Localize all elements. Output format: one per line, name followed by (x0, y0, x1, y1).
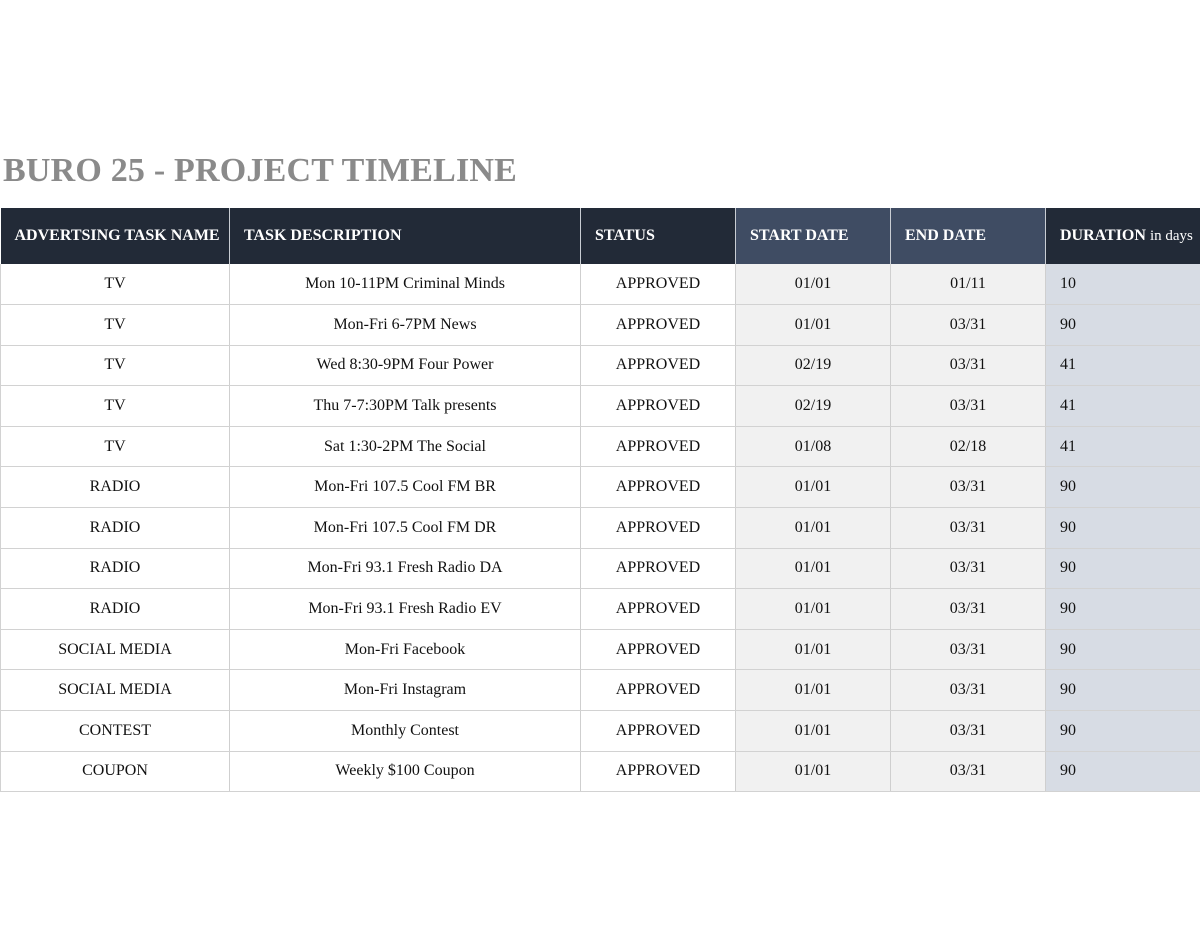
start-date-cell: 01/01 (736, 467, 891, 508)
end-date-cell: 02/18 (891, 426, 1046, 467)
task-name-cell: TV (1, 264, 230, 305)
table-row (1, 345, 1200, 386)
task-name-cell: SOCIAL MEDIA (1, 629, 230, 670)
status-cell: APPROVED (581, 264, 736, 305)
task-description-cell: Mon-Fri 6-7PM News (230, 305, 581, 346)
task-name-cell: COUPON (1, 751, 230, 792)
status-cell: APPROVED (581, 629, 736, 670)
task-name-cell: TV (1, 305, 230, 346)
task-name-cell: TV (1, 386, 230, 427)
duration-cell: 41 (1046, 426, 1200, 467)
task-name-cell: RADIO (1, 467, 230, 508)
end-date-cell: 03/31 (891, 670, 1046, 711)
start-date-cell: 01/01 (736, 751, 891, 792)
header-duration (1046, 208, 1200, 264)
end-date-cell: 03/31 (891, 629, 1046, 670)
table-row (1, 467, 1200, 508)
status-cell: APPROVED (581, 751, 736, 792)
header-duration-label: DURATION (1060, 227, 1146, 244)
task-name-cell: RADIO (1, 548, 230, 589)
end-date-cell: 03/31 (891, 548, 1046, 589)
end-date-cell: 01/11 (891, 264, 1046, 305)
duration-cell: 90 (1046, 751, 1200, 792)
start-date-cell: 01/01 (736, 264, 891, 305)
duration-cell: 90 (1046, 467, 1200, 508)
start-date-cell: 02/19 (736, 386, 891, 427)
duration-cell: 90 (1046, 711, 1200, 752)
table-row (1, 508, 1200, 549)
task-description-cell: Wed 8:30-9PM Four Power (230, 345, 581, 386)
duration-cell: 90 (1046, 670, 1200, 711)
end-date-cell: 03/31 (891, 386, 1046, 427)
end-date-cell: 03/31 (891, 305, 1046, 346)
status-cell: APPROVED (581, 670, 736, 711)
task-name-cell: CONTEST (1, 711, 230, 752)
end-date-cell: 03/31 (891, 508, 1046, 549)
status-cell: APPROVED (581, 345, 736, 386)
task-description-cell: Mon 10-11PM Criminal Minds (230, 264, 581, 305)
table-row (1, 751, 1200, 792)
status-cell: APPROVED (581, 467, 736, 508)
task-name-cell: SOCIAL MEDIA (1, 670, 230, 711)
end-date-cell: 03/31 (891, 711, 1046, 752)
start-date-cell: 01/01 (736, 711, 891, 752)
status-cell: APPROVED (581, 548, 736, 589)
task-description-cell: Mon-Fri 93.1 Fresh Radio EV (230, 589, 581, 630)
status-cell: APPROVED (581, 426, 736, 467)
task-name-cell: RADIO (1, 589, 230, 630)
task-name-cell: TV (1, 426, 230, 467)
start-date-cell: 02/19 (736, 345, 891, 386)
task-description-cell: Monthly Contest (230, 711, 581, 752)
table-row (1, 711, 1200, 752)
duration-cell: 90 (1046, 629, 1200, 670)
start-date-cell: 01/01 (736, 670, 891, 711)
task-description-cell: Mon-Fri 93.1 Fresh Radio DA (230, 548, 581, 589)
status-cell: APPROVED (581, 589, 736, 630)
start-date-cell: 01/01 (736, 305, 891, 346)
end-date-cell: 03/31 (891, 751, 1046, 792)
status-cell: APPROVED (581, 508, 736, 549)
table-row (1, 670, 1200, 711)
task-description-cell: Mon-Fri Instagram (230, 670, 581, 711)
table-row (1, 629, 1200, 670)
start-date-cell: 01/01 (736, 508, 891, 549)
task-name-cell: RADIO (1, 508, 230, 549)
header-duration-unit: in days (1149, 228, 1193, 244)
task-name-cell: TV (1, 345, 230, 386)
start-date-cell: 01/08 (736, 426, 891, 467)
table-body (1, 264, 1200, 792)
table-row (1, 548, 1200, 589)
task-description-cell: Mon-Fri 107.5 Cool FM DR (230, 508, 581, 549)
duration-cell: 41 (1046, 345, 1200, 386)
duration-cell: 10 (1046, 264, 1200, 305)
table-row (1, 589, 1200, 630)
status-cell: APPROVED (581, 305, 736, 346)
header-end-date: END DATE (891, 208, 1046, 264)
duration-cell: 90 (1046, 548, 1200, 589)
table-row (1, 264, 1200, 305)
table-header-row (1, 208, 1200, 264)
start-date-cell: 01/01 (736, 629, 891, 670)
task-description-cell: Mon-Fri Facebook (230, 629, 581, 670)
task-description-cell: Sat 1:30-2PM The Social (230, 426, 581, 467)
status-cell: APPROVED (581, 711, 736, 752)
task-description-cell: Thu 7-7:30PM Talk presents (230, 386, 581, 427)
table-row (1, 305, 1200, 346)
table-row (1, 426, 1200, 467)
status-cell: APPROVED (581, 386, 736, 427)
task-description-cell: Mon-Fri 107.5 Cool FM BR (230, 467, 581, 508)
project-timeline-table (0, 208, 1200, 792)
end-date-cell: 03/31 (891, 345, 1046, 386)
header-status: STATUS (581, 208, 736, 264)
header-task-description: TASK DESCRIPTION (230, 208, 581, 264)
page-title: BURO 25 - PROJECT TIMELINE (3, 152, 518, 189)
end-date-cell: 03/31 (891, 589, 1046, 630)
start-date-cell: 01/01 (736, 589, 891, 630)
duration-cell: 41 (1046, 386, 1200, 427)
duration-cell: 90 (1046, 589, 1200, 630)
duration-cell: 90 (1046, 305, 1200, 346)
end-date-cell: 03/31 (891, 467, 1046, 508)
table-row (1, 386, 1200, 427)
task-description-cell: Weekly $100 Coupon (230, 751, 581, 792)
start-date-cell: 01/01 (736, 548, 891, 589)
duration-cell: 90 (1046, 508, 1200, 549)
header-task-name: ADVERTSING TASK NAME (1, 208, 230, 264)
header-start-date: START DATE (736, 208, 891, 264)
